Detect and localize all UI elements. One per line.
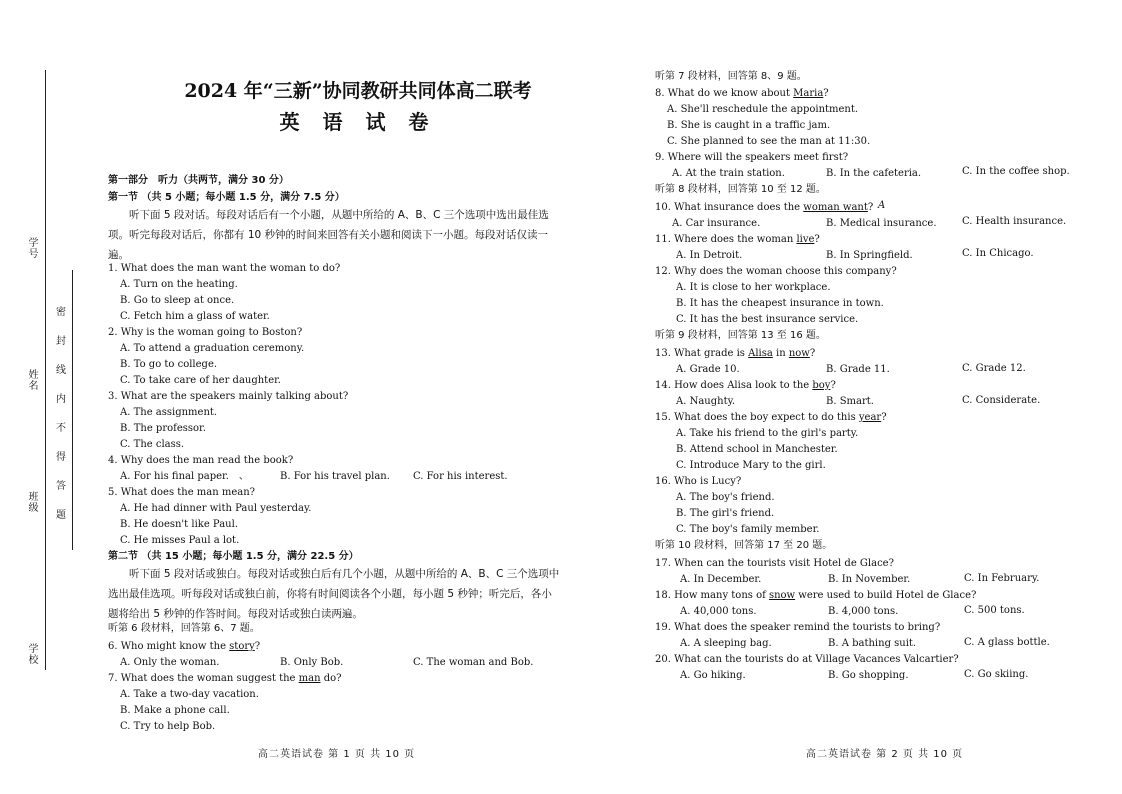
question: 5. What does the man mean?	[108, 487, 256, 498]
page-footer: 高二英语试卷 第 2 页 共 10 页	[806, 749, 964, 760]
option: C. 500 tons.	[964, 605, 1025, 616]
question: 20. What can the tourists do at Village Vacances Valcartier?	[655, 654, 959, 665]
option: B. Attend school in Manchester.	[676, 444, 838, 455]
option: A. For his final paper. 、	[120, 471, 249, 482]
option: A. Turn on the heating.	[120, 279, 238, 290]
option: B. 4,000 tons.	[828, 606, 899, 617]
option: C. Try to help Bob.	[120, 721, 216, 732]
material-heading: 听第 8 段材料，回答第 10 至 12 题。	[655, 184, 826, 195]
option: C. He misses Paul a lot.	[120, 535, 240, 546]
option: A. The assignment.	[120, 407, 218, 418]
label-class: 班级	[28, 492, 39, 514]
option: C. To take care of her daughter.	[120, 375, 281, 386]
question: 1. What does the man want the woman to do?	[108, 263, 341, 274]
option: A. Go hiking.	[680, 670, 746, 681]
option: C. The class.	[120, 439, 185, 450]
option: A. The boy's friend.	[676, 492, 775, 503]
material-heading: 听第 9 段材料，回答第 13 至 16 题。	[655, 330, 826, 341]
option: A. In December.	[680, 574, 762, 585]
question: 9. Where will the speakers meet first?	[655, 152, 849, 163]
option: B. She is caught in a traffic jam.	[667, 120, 831, 131]
option: B. In Springfield.	[826, 250, 913, 261]
option: B. To go to college.	[120, 359, 218, 370]
option: C. Fetch him a glass of water.	[120, 311, 270, 322]
option: C. For his interest.	[413, 471, 508, 482]
seal-char: 密	[56, 307, 66, 318]
option: B. He doesn't like Paul.	[120, 519, 238, 530]
question: 3. What are the speakers mainly talking about?	[108, 391, 349, 402]
question: 11. Where does the woman live?	[655, 234, 820, 245]
seal-char: 线	[56, 365, 66, 376]
option: A. To attend a graduation ceremony.	[120, 343, 305, 354]
option: A. Grade 10.	[676, 364, 740, 375]
question: 13. What grade is Alisa in now?	[655, 348, 816, 359]
option: B. It has the cheapest insurance in town.	[676, 298, 884, 309]
option: A. Take his friend to the girl's party.	[676, 428, 859, 439]
question: 15. What does the boy expect to do this year?	[655, 412, 887, 423]
material-heading: 听第 7 段材料，回答第 8、9 题。	[655, 71, 807, 82]
question: 19. What does the speaker remind the tourists to bring?	[655, 622, 941, 633]
option: C. The boy's family member.	[676, 524, 820, 535]
option: B. Make a phone call.	[120, 705, 230, 716]
option: C. The woman and Bob.	[413, 657, 534, 668]
question: 14. How does Alisa look to the boy?	[655, 380, 836, 391]
option: B. In the cafeteria.	[826, 168, 922, 179]
option: A. Naughty.	[676, 396, 736, 407]
option: B. Grade 11.	[826, 364, 890, 375]
option: B. Medical insurance.	[826, 218, 937, 229]
option: A. It is close to her workplace.	[676, 282, 831, 293]
seal-char: 答	[56, 481, 66, 492]
question: 10. What insurance does the woman want?	[655, 202, 874, 213]
handwritten-mark: A	[878, 200, 886, 211]
option: C. It has the best insurance service.	[676, 314, 859, 325]
option: C. Introduce Mary to the girl.	[676, 460, 826, 471]
question: 16. Who is Lucy?	[655, 476, 742, 487]
option: B. The professor.	[120, 423, 206, 434]
seal-char: 题	[56, 510, 66, 521]
seal-char: 不	[56, 423, 66, 434]
option: C. She planned to see the man at 11:30.	[667, 136, 871, 147]
option: B. Smart.	[826, 396, 874, 407]
label-student-id: 学号	[28, 238, 39, 260]
material-heading: 听第 10 段材料，回答第 17 至 20 题。	[655, 540, 833, 551]
label-name: 姓名	[28, 370, 39, 392]
page-footer: 高二英语试卷 第 1 页 共 10 页	[258, 749, 416, 760]
section-instructions: 听下面 5 段对话。每段对话后有一个小题，从题中所给的 A、B、C 三个选项中选出最佳选项。听完每段对话后，你都有 10 秒钟的时间来回答有关小题和阅读下一小题。每段对话仅读一遍。	[108, 209, 549, 261]
exam-subtitle: 英 语 试 卷	[279, 110, 437, 134]
option: C. Considerate.	[962, 395, 1041, 406]
option: C. In Chicago.	[962, 248, 1034, 259]
option: A. He had dinner with Paul yesterday.	[120, 503, 312, 514]
option: B. The girl's friend.	[676, 508, 775, 519]
exam-title: 2024 年“三新”协同教研共同体高二联考	[184, 80, 532, 102]
margin-line-outer	[45, 70, 46, 670]
material-heading: 听第 6 段材料，回答第 6、7 题。	[108, 623, 260, 634]
option: B. For his travel plan.	[280, 471, 390, 482]
seal-char: 封	[56, 336, 66, 347]
option: C. Health insurance.	[962, 216, 1067, 227]
question: 18. How many tons of snow were used to build Hotel de Glace?	[655, 590, 977, 601]
option: A. 40,000 tons.	[680, 606, 757, 617]
margin-line-inner	[72, 270, 73, 550]
section-heading: 第一节 （共 5 小题；每小题 1.5 分，满分 7.5 分）	[108, 192, 345, 203]
option: C. Go skiing.	[964, 669, 1029, 680]
option: C. A glass bottle.	[964, 637, 1050, 648]
option: A. In Detroit.	[676, 250, 743, 261]
option: A. She'll reschedule the appointment.	[667, 104, 859, 115]
option: B. In November.	[828, 574, 911, 585]
question: 17. When can the tourists visit Hotel de Glace?	[655, 558, 894, 569]
label-school: 学校	[28, 644, 39, 666]
question: 12. Why does the woman choose this company?	[655, 266, 897, 277]
question: 2. Why is the woman going to Boston?	[108, 327, 303, 338]
question: 4. Why does the man read the book?	[108, 455, 294, 466]
option: C. In the coffee shop.	[962, 166, 1070, 177]
seal-char: 内	[56, 394, 66, 405]
section-heading: 第二节 （共 15 小题；每小题 1.5 分，满分 22.5 分）	[108, 551, 359, 562]
binding-margin	[0, 0, 90, 794]
question: 8. What do we know about Maria?	[655, 88, 829, 99]
section-instructions: 听下面 5 段对话或独白。每段对话或独白后有几个小题，从题中所给的 A、B、C 三个选项中选出最佳选项。听每段对话或独白前，你将有时间阅读各个小题，每小题 5 秒钟；听完后，各小题将给出 5 秒钟的作答时间。每段对话或独白读两遍。	[108, 568, 560, 620]
option: C. In February.	[964, 573, 1040, 584]
part-heading: 第一部分 听力（共两节，满分 30 分）	[108, 175, 289, 186]
question: 6. Who might know the story?	[108, 641, 261, 652]
option: A. Car insurance.	[672, 218, 761, 229]
option: B. Only Bob.	[280, 657, 344, 668]
question: 7. What does the woman suggest the man do?	[108, 673, 342, 684]
option: A. A sleeping bag.	[680, 638, 772, 649]
option: A. At the train station.	[672, 168, 785, 179]
option: C. Grade 12.	[962, 363, 1026, 374]
option: A. Only the woman.	[120, 657, 220, 668]
option: B. Go shopping.	[828, 670, 909, 681]
option: A. Take a two-day vacation.	[120, 689, 259, 700]
option: B. A bathing suit.	[828, 638, 917, 649]
seal-char: 得	[56, 452, 66, 463]
option: B. Go to sleep at once.	[120, 295, 235, 306]
